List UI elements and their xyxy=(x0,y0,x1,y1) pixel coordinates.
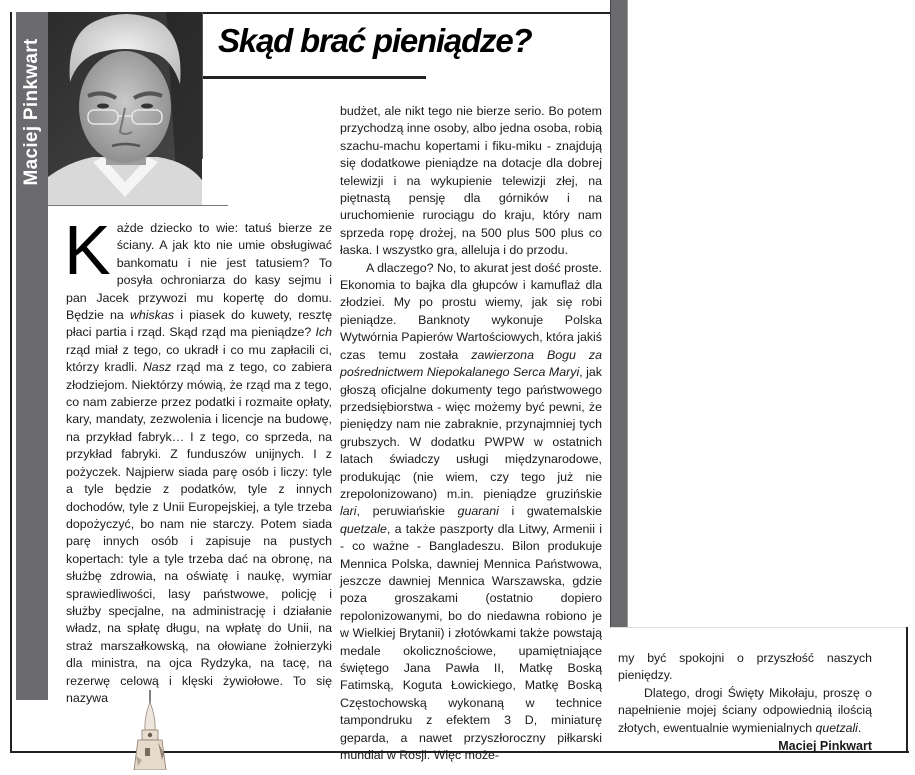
column-3-body xyxy=(618,650,872,737)
paragraph xyxy=(340,260,602,765)
column-1-body xyxy=(64,211,333,707)
text-run: A dlaczego? No, to akurat jest dość proste. Ekonomia to bajka dla głupców i kamuflaż dla złodziei. My po prostu wiemy, jak się robi pieniądze. Banknoty wykonuje Polska Wytwórnia Papierów Wartościowych, która jakiś czas temu została xyxy=(340,260,602,362)
column-2-body xyxy=(340,103,602,764)
text-run: i piasek do kuwety, resztę płaci partia i rząd. Skąd rząd ma pieniądze? xyxy=(66,308,332,340)
text-run: budżet, ale nikt tego nie bierze serio. Bo potem przychodzą inne osoby, albo jedna osoba, robią szachu-machu kopertami i fiku-miku - znajdują się dodatkowe pieniądze na dotacje dla dobrej telewizji i na wykupienie telewizji złej, na piętnastą pensję dla górników i na uruchomienie rurociągu do kraju, który nam sprzeda ropę drożej, na 500 plus 500 plus co łaska. I wszystko gra, alleluja i do przodu. xyxy=(340,104,602,258)
author-photo xyxy=(48,12,202,205)
author-byline-vertical xyxy=(16,12,48,212)
text-run: rząd miał z tego, co ukradł i co mu zapłacili ci, którzy kradli. xyxy=(66,342,332,375)
italic-text: Ich xyxy=(315,325,332,340)
text-run: ażde dziecko to wie: tatuś bierze ze ściany. A jak kto nie umie obsługiwać bankomatu i nie jest tatusiem? To posyła ochroniarza do kasy sejmu i pan Jacek przywozi mu kopertę do domu. Będzie na xyxy=(66,221,332,323)
italic-text: guarani xyxy=(457,504,499,519)
paragraph xyxy=(618,685,872,737)
italic-text: lari xyxy=(340,504,357,519)
article-title: Skąd brać pieniądze? xyxy=(218,22,532,59)
frame-right-border-lower xyxy=(906,627,908,753)
text-run: rząd ma z tego, co zabiera złodziejom. Niektórzy mówią, że rząd ma z tego, co nam zabierze przez podatki i rozmaite opłaty, kary, mandaty, zezwolenia i licencje na budowę, na przykład fabryk… I z tego, co sprzeda, na przykład fabryki. Z funduszów unijnych. I z pożyczek. Najpierw siada parę osób i liczy: tyle a tyle będzie z podatków, tyle z innych dochodów, tyle z Unii Europejskiej, a tyle trzeba dopożyczyć, bo nam nie starczy. Potem siada parę innych osób i zapisuje na pustych kopertach: tyle a tyle trzeba dać na obronę, na służbę zdrowia, na oświatę i naukę, wymiar sprawiedliwości, lasy państwowe, policję i służby specjalne, na administrację i działanie władz, na spłatę długu, na wpłatę do Unii, na straż marszałkowską, na ołowiane żołnierzyki dla ministra, na ojca Rydzyka, na tacę, na rezerwę celową i klęski żywiołowe. To się nazywa xyxy=(66,360,333,705)
church-tower-illustration xyxy=(128,690,172,770)
church-tower-icon xyxy=(128,690,172,770)
italic-text: quetzale xyxy=(340,521,387,536)
italic-text: Nasz xyxy=(142,360,172,375)
lower-panel-top-rule xyxy=(610,627,906,628)
text-run: . xyxy=(857,720,862,735)
title-area xyxy=(202,12,610,76)
italic-text: whiskas xyxy=(129,308,175,323)
right-sidebar-bar xyxy=(610,0,628,627)
article-column-3 xyxy=(618,650,872,755)
text-run: , peruwiańskie xyxy=(356,504,458,519)
frame-left-border xyxy=(10,12,12,753)
author-name-vertical: Maciej Pinkwart xyxy=(21,38,42,186)
italic-text: quetzali xyxy=(815,720,858,735)
author-portrait-image xyxy=(48,12,202,205)
paragraph xyxy=(340,103,602,260)
text-run: Dlatego, drogi Święty Mikołaju, proszę o napełnienie mojej ściany odpowiednią ilością złotych, ewentualnie wymienialnych xyxy=(618,685,872,735)
text-run: , a także paszporty dla Litwy, Armenii i - co ważne - Bangladeszu. Bilon produkuje Mennica Polska, dawniej Mennica Państwowa, jeszcze dawniej Mennica Warszawska, gdzie poza groszakami (ostatnio dopiero repolonizowanymi, bo do niedawna robiono je w Wielkiej Brytanii) i złotówkami także powstają medale okolicznościowe, upamiętniające świętego Jana Pawła II, Matkę Boską Fatimską, Koguta Łowickiego, Matkę Boską Częstochowską wykonaną w technice tampondruku z efektem 3 D, miniaturę geparda, a nawet przyszłoroczny piłkarski mundial w Rosji. Więc może- xyxy=(340,521,602,763)
text-run: my być spokojni o przyszłość naszych pieniędzy. xyxy=(618,651,872,683)
article-column-2 xyxy=(340,103,602,764)
drop-cap: K xyxy=(64,211,111,289)
paragraph xyxy=(618,650,872,685)
text-run: , jak głoszą oficjalne dokumenty tego państwowego przedsiębiorstwa - więc możemy być pewni, że pieniędzy nam nie zabraknie, przynajmniej tych grubszych. W dodatku PWPW w ostatnich latach świadczy usługi międzynarodowe, produkując (nie wiem, czy tego już nie zrepolonizowano) m.in. pieniądze gruzińskie xyxy=(340,365,602,501)
paragraph xyxy=(64,211,333,707)
title-bottom-rule xyxy=(202,76,426,79)
author-signature: Maciej Pinkwart xyxy=(778,739,872,754)
text-run: i gwatemalskie xyxy=(498,504,602,519)
photo-bottom-rule xyxy=(48,205,228,206)
article-column-1 xyxy=(64,211,333,707)
italic-text: zawierzona Bogu za pośrednictwem Niepokalanego Serca Maryi xyxy=(340,347,602,380)
